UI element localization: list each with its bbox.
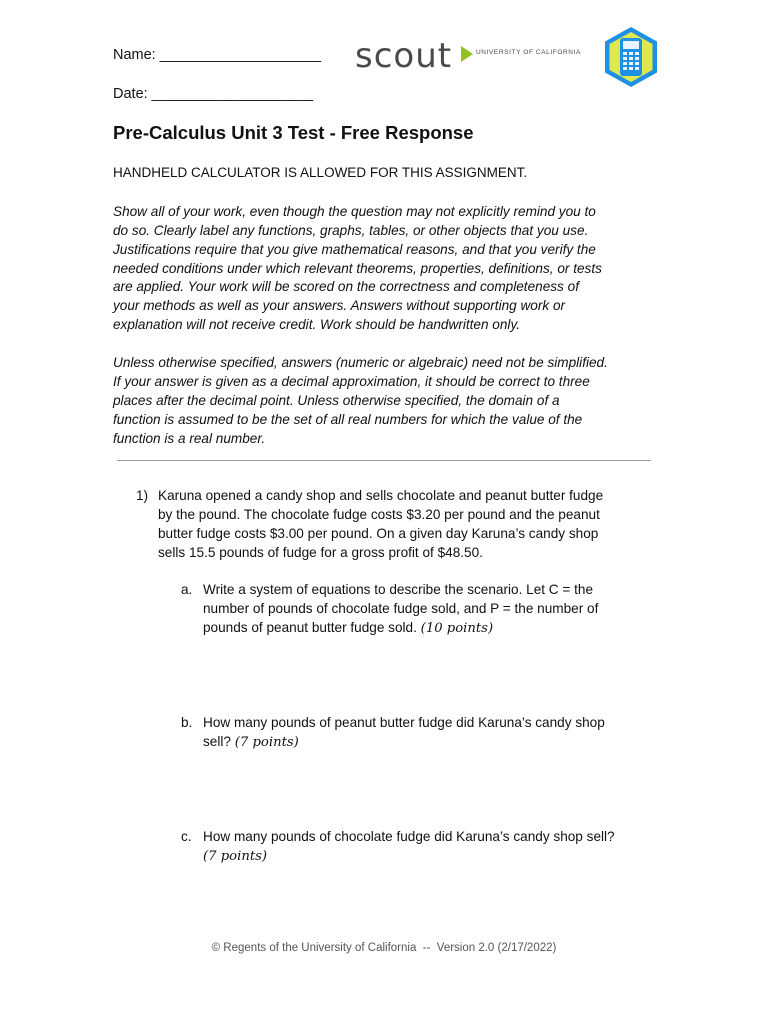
footer-copyright: © Regents of the University of California -- Version 2.0 (2/17/2022) [211, 942, 557, 954]
part-line: How many pounds of peanut butter fudge did Karuna’s candy shop [203, 715, 605, 730]
part-line-last [203, 848, 267, 864]
instruction-line: Justifications require that you give mathematical reasons, and that you verify the [113, 242, 596, 257]
instruction-line: needed conditions under which relevant theorems, properties, definitions, or tests [113, 261, 602, 276]
instruction-line: Unless otherwise specified, answers (numeric or algebraic) need not be simplified. [113, 355, 608, 370]
scout-logo [355, 37, 595, 77]
part-line: number of pounds of chocolate fudge sold, and P = the number of [203, 601, 599, 616]
part-letter: c. [181, 829, 192, 844]
instruction-line: function is assumed to be the set of all real numbers for which the value of the [113, 412, 583, 427]
date-field: Date: ____________________ [113, 86, 313, 102]
divider [117, 460, 651, 461]
instruction-line: explanation will not receive credit. Work should be handwritten only. [113, 317, 521, 332]
question-number: 1) [136, 488, 149, 503]
instruction-line: places after the decimal point. Unless otherwise specified, the domain of a [113, 393, 560, 408]
question-line: Karuna opened a candy shop and sells chocolate and peanut butter fudge [158, 488, 604, 503]
question-line: by the pound. The chocolate fudge costs $3.20 per pound and the peanut [158, 507, 600, 522]
points-label: (7 points) [234, 735, 299, 750]
part-line-last [203, 620, 493, 636]
part-text: sell? [203, 734, 231, 749]
instruction-line: If your answer is given as a decimal approximation, it should be correct to three [113, 374, 590, 389]
part-text: pounds of peanut butter fudge sold. [203, 620, 417, 635]
part-line: How many pounds of chocolate fudge did Karuna’s candy shop sell? [203, 829, 615, 844]
instruction-line: are applied. Your work will be scored on the correctness and completeness of [113, 279, 579, 294]
part-line: Write a system of equations to describe the scenario. Let C = the [203, 582, 594, 597]
points-label: (10 points) [420, 621, 494, 636]
part-line-last [203, 734, 299, 750]
instruction-line: your methods as well as your answers. Answers without supporting work or [113, 298, 566, 313]
page-title: Pre-Calculus Unit 3 Test - Free Response [113, 122, 474, 143]
instruction-line: function is a real number. [113, 431, 266, 446]
play-triangle-icon [461, 46, 473, 62]
part-letter: b. [181, 715, 193, 730]
instruction-line: do so. Clearly label any functions, graphs, tables, or other objects that you use. [113, 223, 589, 238]
part-letter: a. [181, 582, 193, 597]
calculator-icon [604, 26, 658, 88]
logo-wordmark: scout [355, 36, 453, 76]
question-line: butter fudge costs $3.00 per pound. On a given day Karuna’s candy shop [158, 526, 599, 541]
points-label: (7 points) [203, 849, 268, 864]
instruction-line: Show all of your work, even though the question may not explicitly remind you to [113, 204, 596, 219]
calculator-notice: HANDHELD CALCULATOR IS ALLOWED FOR THIS ASSIGNMENT. [113, 165, 528, 180]
question-line: sells 15.5 pounds of fudge for a gross profit of $48.50. [158, 545, 483, 560]
logo-subtext: UNIVERSITY OF CALIFORNIA [476, 49, 581, 56]
name-field: Name: ____________________ [113, 47, 322, 63]
